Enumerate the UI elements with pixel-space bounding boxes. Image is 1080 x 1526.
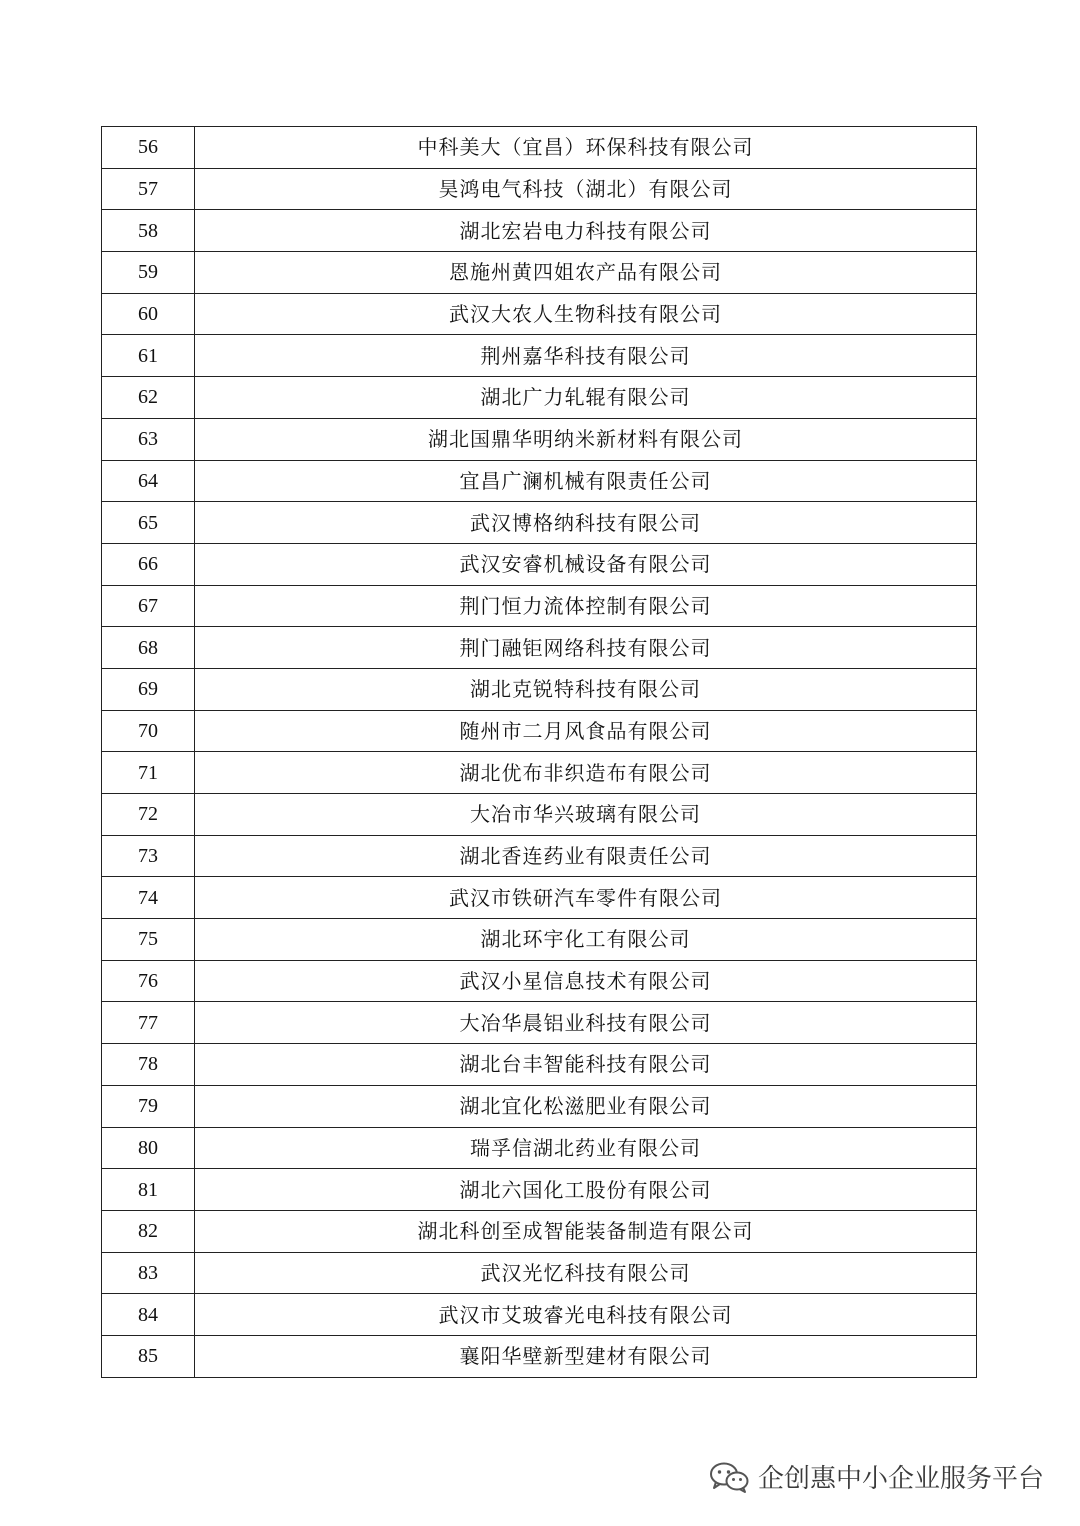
company-name: 湖北六国化工股份有限公司 [195,1169,977,1211]
company-name: 武汉光忆科技有限公司 [195,1252,977,1294]
table-row [102,835,977,877]
company-name: 湖北优布非织造布有限公司 [195,752,977,794]
table-row [102,418,977,460]
company-name: 随州市二月风食品有限公司 [195,710,977,752]
company-name: 荆门恒力流体控制有限公司 [195,585,977,627]
table-row [102,960,977,1002]
row-number: 58 [102,210,195,252]
row-number: 67 [102,585,195,627]
table-row [102,460,977,502]
row-number: 59 [102,252,195,294]
row-number: 84 [102,1294,195,1336]
row-number: 56 [102,127,195,169]
row-number: 76 [102,960,195,1002]
row-number: 60 [102,293,195,335]
table-row [102,752,977,794]
table-row [102,1002,977,1044]
watermark [708,1458,1044,1495]
company-name: 武汉小星信息技术有限公司 [195,960,977,1002]
row-number: 78 [102,1044,195,1086]
company-name: 大冶华晨铝业科技有限公司 [195,1002,977,1044]
row-number: 65 [102,502,195,544]
table-row [102,1335,977,1377]
row-number: 72 [102,794,195,836]
company-name: 湖北宏岩电力科技有限公司 [195,210,977,252]
table-row [102,1085,977,1127]
table-body [102,127,977,1378]
company-name: 昊鸿电气科技（湖北）有限公司 [195,168,977,210]
table-row [102,794,977,836]
table-row [102,668,977,710]
row-number: 57 [102,168,195,210]
company-name: 荆州嘉华科技有限公司 [195,335,977,377]
company-name: 武汉市铁研汽车零件有限公司 [195,877,977,919]
row-number: 82 [102,1210,195,1252]
company-name: 恩施州黄四姐农产品有限公司 [195,252,977,294]
table-row [102,919,977,961]
table-row [102,1169,977,1211]
table-row [102,585,977,627]
table-row [102,377,977,419]
company-name: 武汉大农人生物科技有限公司 [195,293,977,335]
company-name: 大冶市华兴玻璃有限公司 [195,794,977,836]
company-name: 湖北环宇化工有限公司 [195,919,977,961]
row-number: 62 [102,377,195,419]
row-number: 77 [102,1002,195,1044]
company-name: 湖北宜化松滋肥业有限公司 [195,1085,977,1127]
row-number: 73 [102,835,195,877]
company-name: 湖北国鼎华明纳米新材料有限公司 [195,418,977,460]
wechat-icon [708,1460,750,1494]
row-number: 68 [102,627,195,669]
table-row [102,543,977,585]
table-row [102,1252,977,1294]
table-row [102,1127,977,1169]
watermark-text: 企创惠中小企业服务平台 [757,1464,1044,1494]
table-row [102,1294,977,1336]
company-name: 荆门融钜网络科技有限公司 [195,627,977,669]
company-name: 湖北克锐特科技有限公司 [195,668,977,710]
row-number: 66 [102,543,195,585]
row-number: 61 [102,335,195,377]
company-list-table [101,126,977,1378]
row-number: 83 [102,1252,195,1294]
row-number: 74 [102,877,195,919]
row-number: 69 [102,668,195,710]
company-name: 湖北广力轧辊有限公司 [195,377,977,419]
table-row [102,168,977,210]
row-number: 80 [102,1127,195,1169]
table-row [102,127,977,169]
table-row [102,710,977,752]
table-row [102,252,977,294]
row-number: 70 [102,710,195,752]
company-name: 湖北香连药业有限责任公司 [195,835,977,877]
row-number: 63 [102,418,195,460]
company-name: 武汉市艾玻睿光电科技有限公司 [195,1294,977,1336]
table-row [102,335,977,377]
table-row [102,1210,977,1252]
table-row [102,293,977,335]
company-name: 中科美大（宜昌）环保科技有限公司 [195,127,977,169]
row-number: 79 [102,1085,195,1127]
table-row [102,210,977,252]
company-name: 湖北台丰智能科技有限公司 [195,1044,977,1086]
row-number: 75 [102,919,195,961]
table-row [102,877,977,919]
company-name: 瑞孚信湖北药业有限公司 [195,1127,977,1169]
company-name: 武汉安睿机械设备有限公司 [195,543,977,585]
company-name: 武汉博格纳科技有限公司 [195,502,977,544]
row-number: 64 [102,460,195,502]
row-number: 81 [102,1169,195,1211]
table-row [102,627,977,669]
company-name: 湖北科创至成智能装备制造有限公司 [195,1210,977,1252]
company-name: 宜昌广澜机械有限责任公司 [195,460,977,502]
table-row [102,502,977,544]
table-row [102,1044,977,1086]
row-number: 71 [102,752,195,794]
row-number: 85 [102,1335,195,1377]
company-name: 襄阳华壁新型建材有限公司 [195,1335,977,1377]
